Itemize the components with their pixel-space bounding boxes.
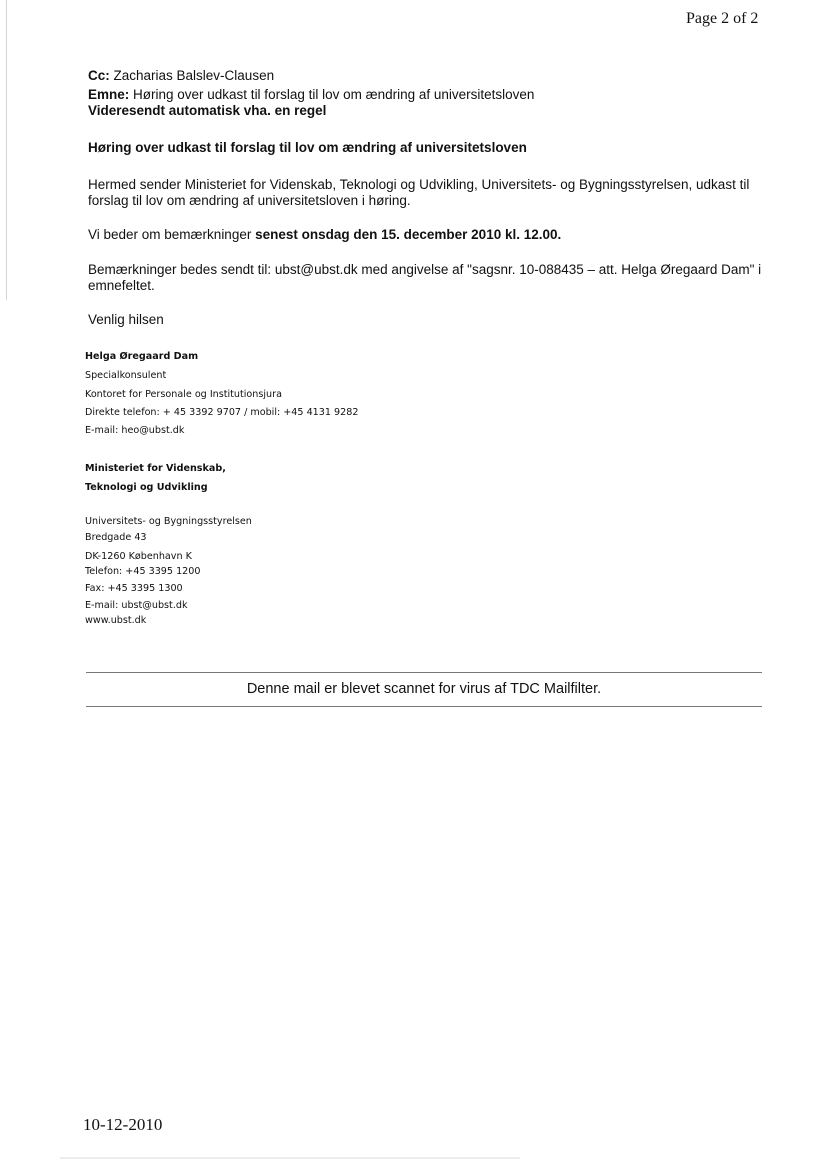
virus-scan-notice: Denne mail er blevet scannet for virus af TDC Mailfilter.: [246, 681, 602, 697]
scan-smudge: [60, 1157, 520, 1159]
cc-label: Cc:: [88, 68, 110, 83]
page-number: Page 2 of 2: [686, 10, 759, 27]
org-line-1: Ministeriet for Videnskab,: [85, 463, 226, 474]
signature-name: Helga Øregaard Dam: [85, 351, 199, 362]
agency-city: DK-1260 København K: [85, 551, 192, 562]
agency-street: Bredgade 43: [85, 532, 147, 543]
agency-telephone: Telefon: +45 3395 1200: [85, 566, 201, 577]
deadline-text: senest onsdag den 15. december 2010 kl. 12.00.: [255, 227, 562, 242]
bottom-divider: [86, 706, 762, 707]
agency-website: www.ubst.dk: [85, 615, 147, 626]
signature-office: Kontoret for Personale og Institutionsjura: [85, 389, 282, 400]
deadline-prefix: Vi beder om bemærkninger: [88, 227, 256, 242]
subject-value: Høring over udkast til forslag til lov om ændring af universitetsloven: [129, 87, 535, 102]
subject-label: Emne:: [88, 87, 130, 102]
scan-edge-line: [6, 0, 7, 300]
signature-phone: Direkte telefon: + 45 3392 9707 / mobil: +45 4131 9282: [85, 407, 359, 418]
subject-line: [88, 87, 534, 103]
agency-name: Universitets- og Bygningsstyrelsen: [85, 516, 252, 527]
top-divider: [86, 672, 762, 673]
body-paragraph-1: Hermed sender Ministeriet for Videnskab, Teknologi og Udvikling, Universitets- og Bygningsstyrelsen, udkast til forslag til lov om ændring af universitetsloven i høring.: [88, 177, 750, 208]
closing: Venlig hilsen: [88, 312, 164, 327]
body-heading: Høring over udkast til forslag til lov om ændring af universitetsloven: [88, 140, 527, 155]
signature-email: E-mail: heo@ubst.dk: [85, 425, 185, 436]
cc-value: Zacharias Balslev-Clausen: [109, 68, 275, 83]
org-line-2: Teknologi og Udvikling: [85, 482, 208, 493]
agency-fax: Fax: +45 3395 1300: [85, 583, 183, 594]
cc-line: [88, 68, 274, 84]
footer-date: 10-12-2010: [83, 1115, 163, 1134]
body-paragraph-2: [88, 227, 778, 243]
signature-title: Specialkonsulent: [85, 370, 167, 381]
agency-email: E-mail: ubst@ubst.dk: [85, 600, 188, 611]
forward-note: Videresendt automatisk vha. en regel: [88, 103, 327, 118]
body-paragraph-3: Bemærkninger bedes sendt til: ubst@ubst.dk med angivelse af "sagsnr. 10-088435 – att. Helga Øregaard Dam" i emnefeltet.: [88, 262, 762, 293]
